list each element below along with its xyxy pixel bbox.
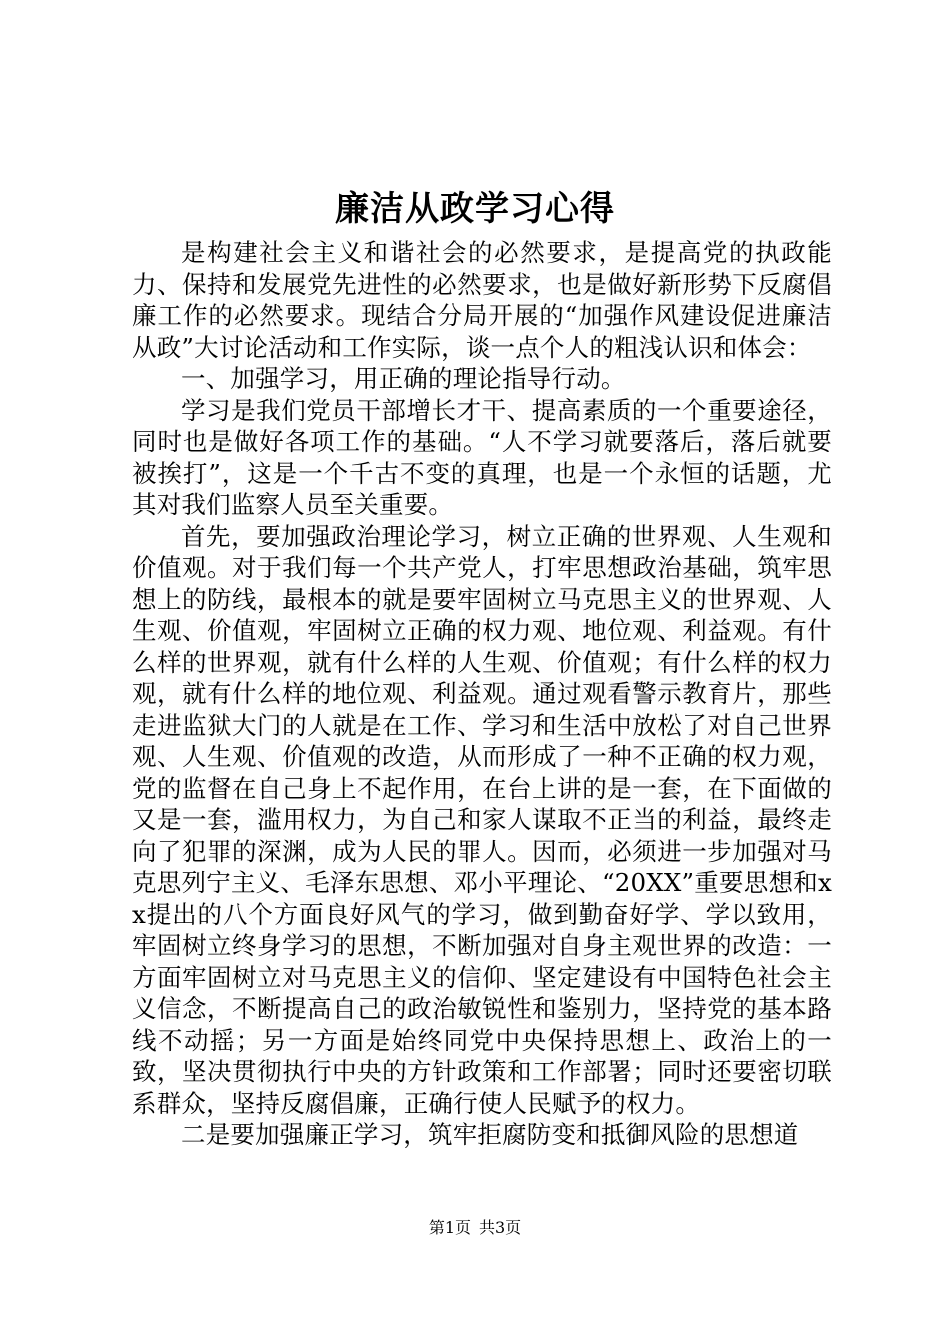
document-body bbox=[132, 237, 832, 1151]
paragraph-integrity-study: 二是要加强廉正学习，筑牢拒腐防变和抵御风险的思想道 bbox=[181, 1120, 799, 1149]
page-number: 第1页 bbox=[428, 1218, 471, 1237]
page-footer bbox=[0, 1217, 950, 1239]
document-title: 廉洁从政学习心得 bbox=[335, 189, 615, 229]
paragraph-section-heading-1: 一、加强学习，用正确的理论指导行动。 bbox=[181, 364, 626, 393]
paragraph-political-theory: 首先，要加强政治理论学习，树立正确的世界观、人生观和价值观。对于我们每一个共产党人，打牢思想政治基础，筑牢思想上的防线，最根本的就是要牢固树立马克思主义的世界观、人生观、价值观，牢固树立正确的权力观、地位观、利益观。有什么样的世界观，就有什么样的人生观、价值观；有什么样的权力观，就有什么样的地位观、利益观。通过观看警示教育片，那些走进监狱大门的人就是在工作、学习和生活中放松了对自己世界观、人生观、价值观的改造，从而形成了一种不正确的权力观，党的监督在自己身上不起作用，在台上讲的是一套，在下面做的又是一套，滥用权力，为自己和家人谋取不正当的利益，最终走向了犯罪的深渊，成为人民的罪人。因而，必须进一步加强对马克思列宁主义、毛泽东思想、邓小平理论、“20XX”重要思想和xx提出的八个方面良好风气的学习，做到勤奋好学、学以致用，牢固树立终身学习的思想，不断加强对自身主观世界的改造：一方面牢固树立对马克思主义的信仰、坚定建设有中国特色社会主义信念，不断提高自己的政治敏锐性和鉴别力，坚持党的基本路线不动摇；另一方面是始终同党中央保持思想上、政治上的一致，坚决贯彻执行中央的方针政策和工作部署；同时还要密切联系群众，坚持反腐倡廉，正确行使人民赋予的权力。 bbox=[132, 521, 832, 1118]
paragraph-study-importance: 学习是我们党员干部增长才干、提高素质的一个重要途径，同时也是做好各项工作的基础。“人不学习就要落后，落后就要被挨打”，这是一个千古不变的真理，也是一个永恒的话题，尤其对我们监察人员至关重要。 bbox=[132, 395, 832, 519]
paragraph-intro: 是构建社会主义和谐社会的必然要求，是提高党的执政能力、保持和发展党先进性的必然要求，也是做好新形势下反腐倡廉工作的必然要求。现结合分局开展的“加强作风建设促进廉洁从政”大讨论活动和工作实际，谈一点个人的粗浅认识和体会： bbox=[132, 238, 832, 362]
page-total: 共3页 bbox=[479, 1218, 522, 1237]
